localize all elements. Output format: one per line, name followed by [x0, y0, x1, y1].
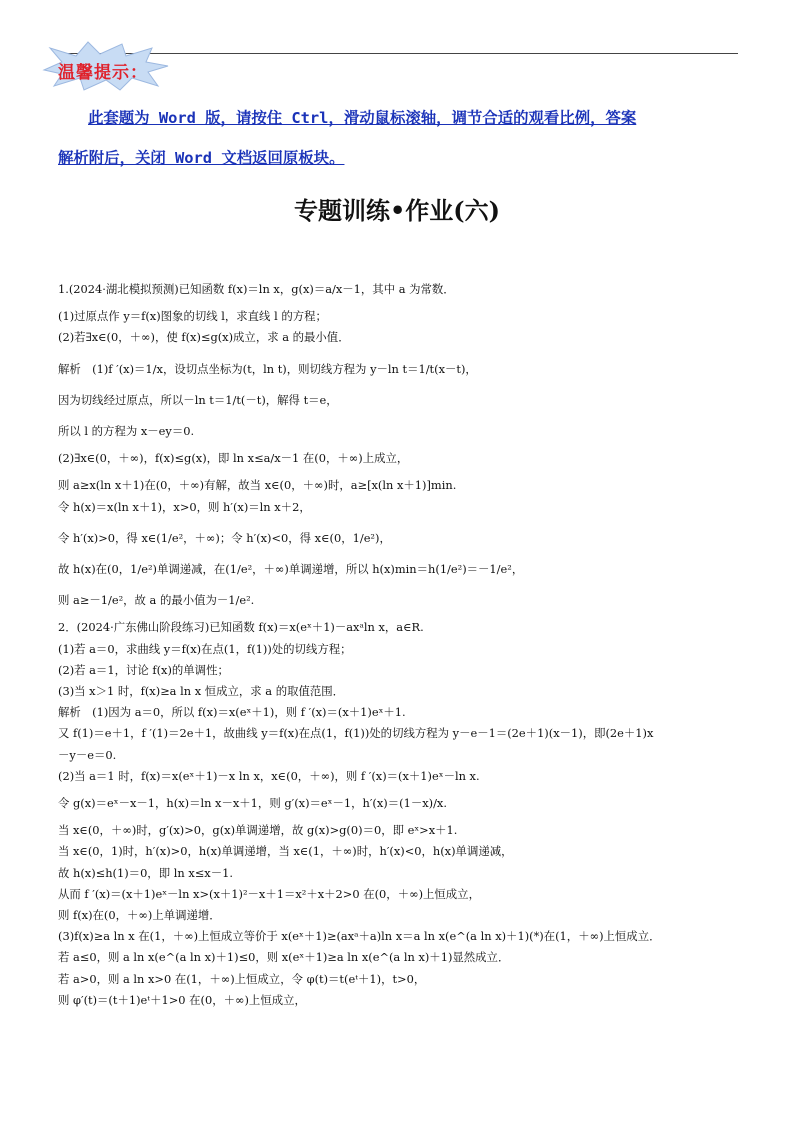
solution-2-line-13: 若 a>0，则 a ln x>0 在(1，＋∞)上恒成立，令 φ(t)＝t(eᵗ＋1)，t>0，: [58, 971, 426, 986]
solution-1-line-1: 解析 (1)f ′(x)＝1/x，设切点坐标为(t，ln t)，则切线方程为 y－ln t＝1/t(x－t)，: [58, 361, 477, 376]
solution-2-line-7: 当 x∈(0，1)时，h′(x)>0，h(x)单调递增，当 x∈(1，＋∞)时，h′(x)<0，h(x)单调递减，: [58, 844, 513, 859]
solution-1-line-3: 所以 l 的方程为 x－ey＝0.: [58, 424, 195, 439]
problem-1-part-1: (1)过原点作 y＝f(x)图象的切线 l，求直线 l 的方程；: [58, 309, 327, 324]
problem-2-part-3: (3)当 x＞1 时，f(x)≥a ln x 恒成立，求 a 的取值范围．: [58, 684, 345, 699]
solution-1-line-5: 则 a≥x(ln x＋1)在(0，＋∞)有解，故当 x∈(0，＋∞)时，a≥[x(ln x＋1)]min.: [58, 478, 457, 493]
problem-2-part-2: (2)若 a＝1，讨论 f(x)的单调性；: [58, 662, 229, 677]
solution-1-line-2: 因为切线经过原点，所以－ln t＝1/t(－t)，解得 t＝e，: [58, 392, 338, 407]
problem-1-part-2: (2)若∃x∈(0，＋∞)，使 f(x)≤g(x)成立，求 a 的最小值．: [58, 330, 350, 345]
document-title: 专题训练•作业(六): [293, 196, 501, 225]
solution-1-line-9: 则 a≥－1/e²，故 a 的最小值为－1/e².: [58, 593, 255, 608]
solution-2-line-2: 又 f(1)＝e＋1，f ′(1)＝2e＋1，故曲线 y＝f(x)在点(1，f(1))处的切线方程为 y－e－1＝(2e＋1)(x－1)，即(2e＋1)x: [58, 726, 654, 741]
solution-2-line-14: 则 φ′(t)＝(t＋1)eᵗ＋1>0 在(0，＋∞)上恒成立，: [58, 992, 306, 1007]
notice-line-1: 此套题为 Word 版，请按住 Ctrl，滑动鼠标滚轴，调节合适的观看比例，答案: [88, 109, 637, 127]
solution-2-line-5: 令 g(x)＝eˣ－x－1，h(x)＝ln x－x＋1，则 g′(x)＝eˣ－1，h′(x)＝(1－x)/x.: [58, 796, 447, 811]
solution-2-line-1: 解析 (1)因为 a＝0，所以 f(x)＝x(eˣ＋1)，则 f ′(x)＝(x＋1)eˣ＋1.: [58, 705, 406, 720]
tip-label: 温馨提示：: [58, 63, 148, 83]
solution-1-line-6: 令 h(x)＝x(ln x＋1)，x>0，则 h′(x)＝ln x＋2，: [58, 499, 311, 514]
solution-2-line-4: (2)当 a＝1 时，f(x)＝x(eˣ＋1)－x ln x，x∈(0，＋∞)，则 f ′(x)＝(x＋1)eˣ－ln x.: [58, 768, 480, 783]
solution-2-line-12: 若 a≤0，则 a ln x(e^(a ln x)＋1)≤0，则 x(eˣ＋1)≥a ln x(e^(a ln x)＋1)显然成立．: [58, 950, 510, 965]
notice-line-2: 解析附后，关闭 Word 文档返回原板块。: [58, 149, 345, 167]
word-notice: [58, 98, 742, 178]
solution-1-line-4: (2)∃x∈(0，＋∞)，f(x)≤g(x)，即 ln x≤a/x－1 在(0，＋∞)上成立，: [58, 451, 409, 466]
problem-content: [58, 273, 748, 1011]
solution-2-line-6: 当 x∈(0，＋∞)时，g′(x)>0，g(x)单调递增，故 g(x)>g(0)＝0，即 eˣ>x＋1.: [58, 823, 458, 838]
problem-2-statement: 2．(2024·广东佛山阶段练习)已知函数 f(x)＝x(eˣ＋1)－axᵃln x，a∈R.: [58, 620, 424, 635]
problem-2-part-1: (1)若 a＝0，求曲线 y＝f(x)在点(1，f(1))处的切线方程；: [58, 641, 352, 656]
problem-1-statement: 1.(2024·湖北模拟预测)已知函数 f(x)＝ln x，g(x)＝a/x－1，其中 a 为常数．: [58, 282, 455, 296]
solution-2-line-11: (3)f(x)≥a ln x 在(1，＋∞)上恒成立等价于 x(eˣ＋1)≥(axᵃ＋a)ln x＝a ln x(e^(a ln x)＋1)(*)在(1，＋∞)上恒成立．: [58, 929, 661, 944]
solution-1-line-7: 令 h′(x)>0，得 x∈(1/e²，＋∞)；令 h′(x)<0，得 x∈(0，1/e²)，: [58, 530, 391, 545]
solution-1-line-8: 故 h(x)在(0，1/e²)单调递减，在(1/e²，＋∞)单调递增，所以 h(x)min＝h(1/e²)＝－1/e²，: [58, 562, 524, 577]
solution-2-line-10: 则 f(x)在(0，＋∞)上单调递增．: [58, 908, 221, 923]
solution-2-line-8: 故 h(x)≤h(1)＝0，即 ln x≤x－1.: [58, 865, 233, 880]
solution-2-line-3: －y－e＝0.: [58, 747, 117, 762]
solution-2-line-9: 从而 f ′(x)＝(x＋1)eˣ－ln x>(x＋1)²－x＋1＝x²＋x＋2>0 在(0，＋∞)上恒成立，: [58, 886, 480, 901]
